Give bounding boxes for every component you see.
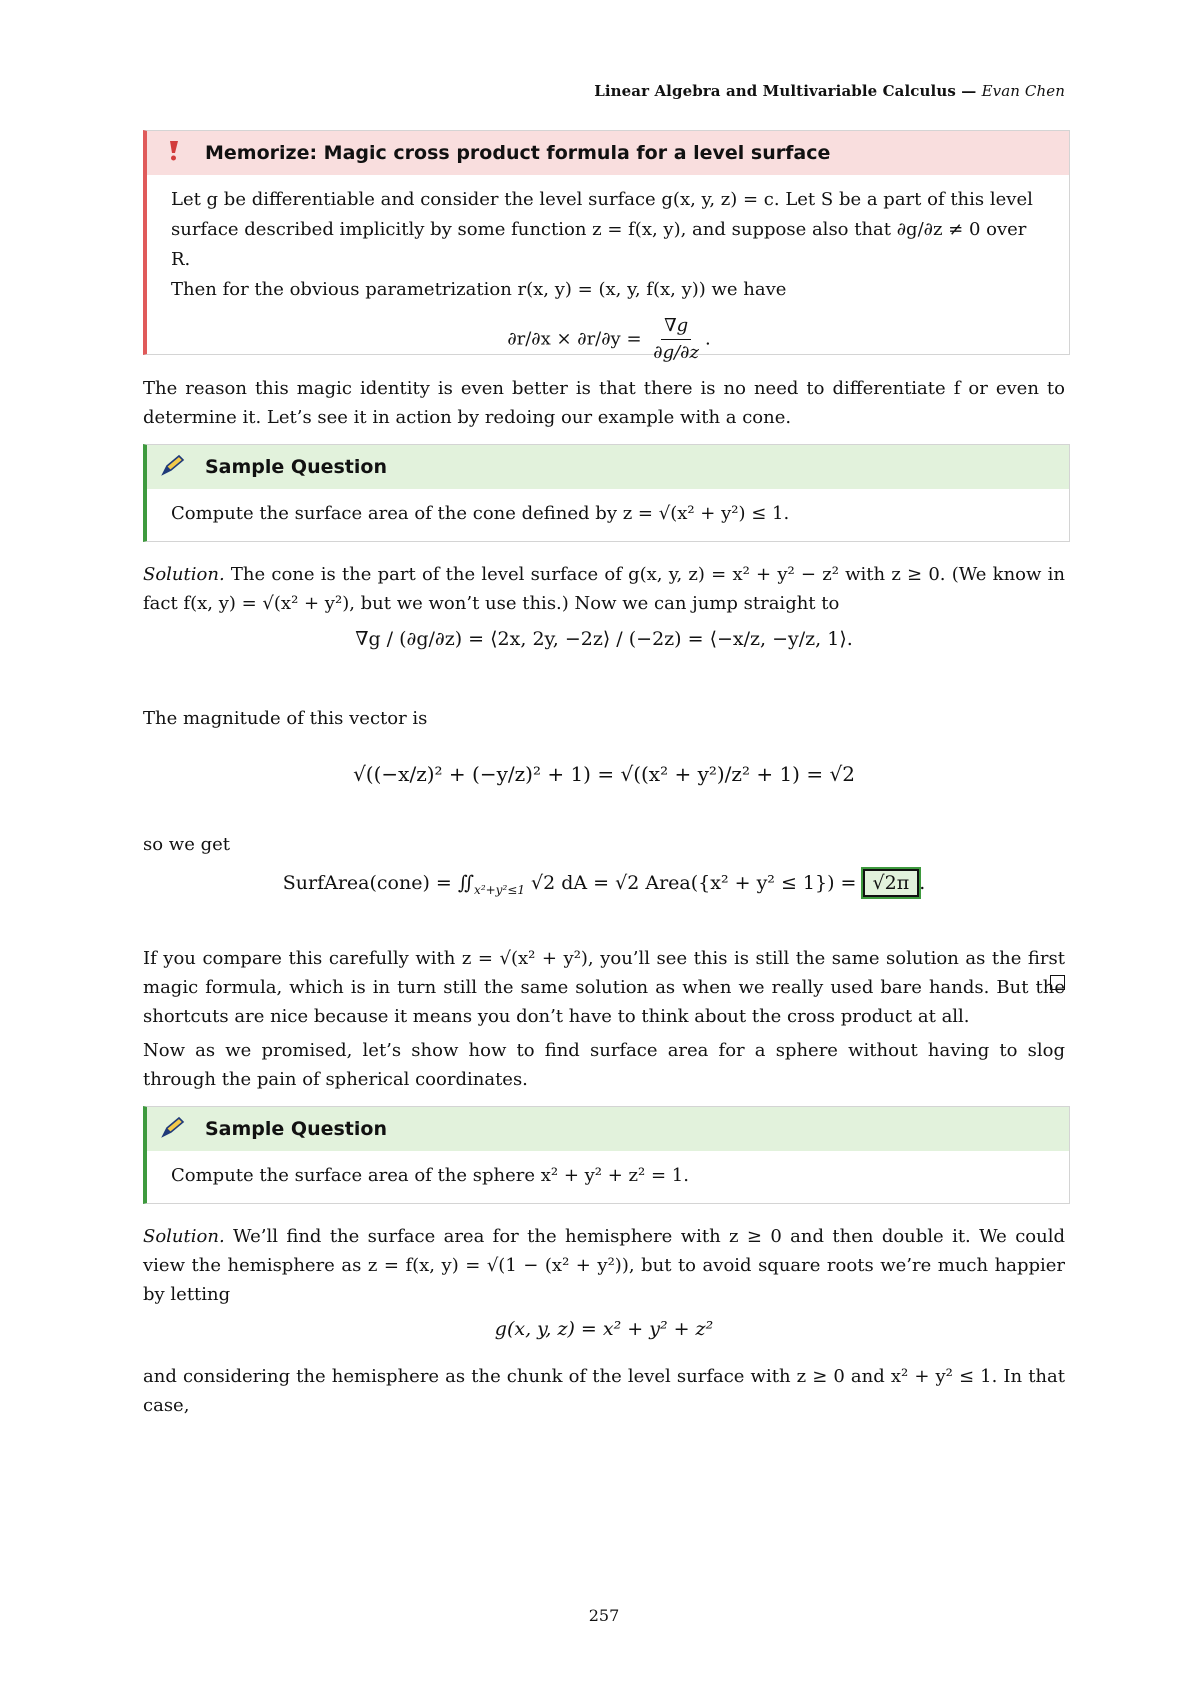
promise-paragraph: Now as we promised, let’s show how to find surface area for a sphere without having to slog through the pain of spherical coordinates. [143, 1040, 1065, 1090]
sample-question-title-1: Sample Question [205, 456, 387, 478]
pencil-icon [161, 1116, 187, 1143]
formula-lhs: ∂r/∂x × ∂r/∂y = [507, 328, 642, 350]
gradient-equation: ∇g / (∂g/∂z) = ⟨2x, 2y, −2z⟩ / (−2z) = ⟨−x/z, −y/z, 1⟩. [355, 628, 853, 650]
area-domain: x²+y²≤1 [474, 882, 525, 897]
page-number: 257 [588, 1606, 620, 1625]
memorize-body [147, 175, 1069, 378]
sample-question-box-2 [143, 1106, 1070, 1204]
running-header: Linear Algebra and Multivariable Calculus — Evan Chen [594, 82, 1065, 100]
surface-area-equation: SurfArea(cone) = $∬_{x^2+y^2\le 1}$ √2 dA = √2 Area({x² + y² ≤ 1}) = √2π . [143, 872, 1065, 897]
solution-2-continuation: and considering the hemisphere as the chunk of the level surface with z ≥ 0 and x² + y² ≤ 1. In that case, [143, 1366, 1065, 1416]
sample-question-header-2 [147, 1107, 1069, 1151]
pencil-icon [161, 454, 187, 481]
sample-question-title-2: Sample Question [205, 1118, 387, 1140]
solution-1-label: Solution. [143, 564, 225, 585]
solution-2-label: Solution. [143, 1226, 225, 1247]
header-title: Linear Algebra and Multivariable Calculus [594, 82, 956, 100]
sample-question-header-1 [147, 445, 1069, 489]
header-author: Evan Chen [981, 82, 1065, 100]
so-we-get-text: so we get [143, 834, 230, 855]
memorize-box [143, 130, 1070, 363]
sample-question-box-1 [143, 444, 1070, 542]
reason-paragraph: The reason this magic identity is even better is that there is no need to differentiate f or even to determine it. Let’s see it in action by redoing our example with a cone. [143, 378, 1065, 428]
area-middle: √2 dA = √2 Area({x² + y² ≤ 1}) = [531, 872, 857, 894]
solution-1-text: The cone is the part of the level surface of g(x, y, z) = x² + y² − z² with z ≥ 0. (We know in fact f(x, y) = √(x² + y²), but we won’t use this.) Now we can jump straight to [143, 564, 1065, 614]
memorize-text-2: Then for the obvious parametrization r(x, y) = (x, y, f(x, y)) we have [171, 279, 787, 300]
magnitude-text: The magnitude of this vector is [143, 708, 428, 729]
solution-2-text: We’ll find the surface area for the hemisphere with z ≥ 0 and then double it. We could view the hemisphere as z = f(x, y) = √(1 − (x² + y²)), but to avoid square roots we’re much happier by letting [143, 1226, 1065, 1305]
g-definition-equation: g(x, y, z) = x² + y² + z² [494, 1318, 714, 1340]
formula-numerator: ∇g [661, 313, 691, 340]
solution-2-paragraph [143, 1222, 1065, 1309]
magic-formula: ∂r/∂x × ∂r/∂y = $\frac{\nabla g}{\partial g/\partial z}$ . [171, 313, 1047, 366]
answer-box: √2π [863, 869, 920, 897]
area-lhs: SurfArea(cone) = ∬ [282, 872, 475, 894]
magnitude-equation: √((−x/z)² + (−y/z)² + 1) = √((x² + y²)/z² + 1) = √2 [353, 762, 855, 786]
formula-denominator: ∂g/∂z [653, 342, 699, 363]
sample-question-body-1: Compute the surface area of the cone defined by z = √(x² + y²) ≤ 1. [171, 503, 790, 524]
memorize-text-1: Let g be differentiable and consider the level surface g(x, y, z) = c. Let S be a part of this level surface described implicitly by some function z = f(x, y), and suppose also that ∂g/∂z ≠ 0 over R. [171, 189, 1033, 270]
memorize-title: Memorize: Magic cross product formula for a level surface [205, 142, 831, 164]
solution-1-paragraph [143, 560, 1065, 618]
exclamation-icon [161, 140, 187, 167]
memorize-header [147, 131, 1069, 175]
compare-paragraph: If you compare this carefully with z = √(x² + y²), you’ll see this is still the same solution as the first magic formula, which is in turn still the same solution as when we really used bare hands. But the shortcuts are nice because it means you don’t have to think about the cross product at all. [143, 948, 1065, 1027]
sample-question-body-2: Compute the surface area of the sphere x² + y² + z² = 1. [171, 1165, 689, 1186]
